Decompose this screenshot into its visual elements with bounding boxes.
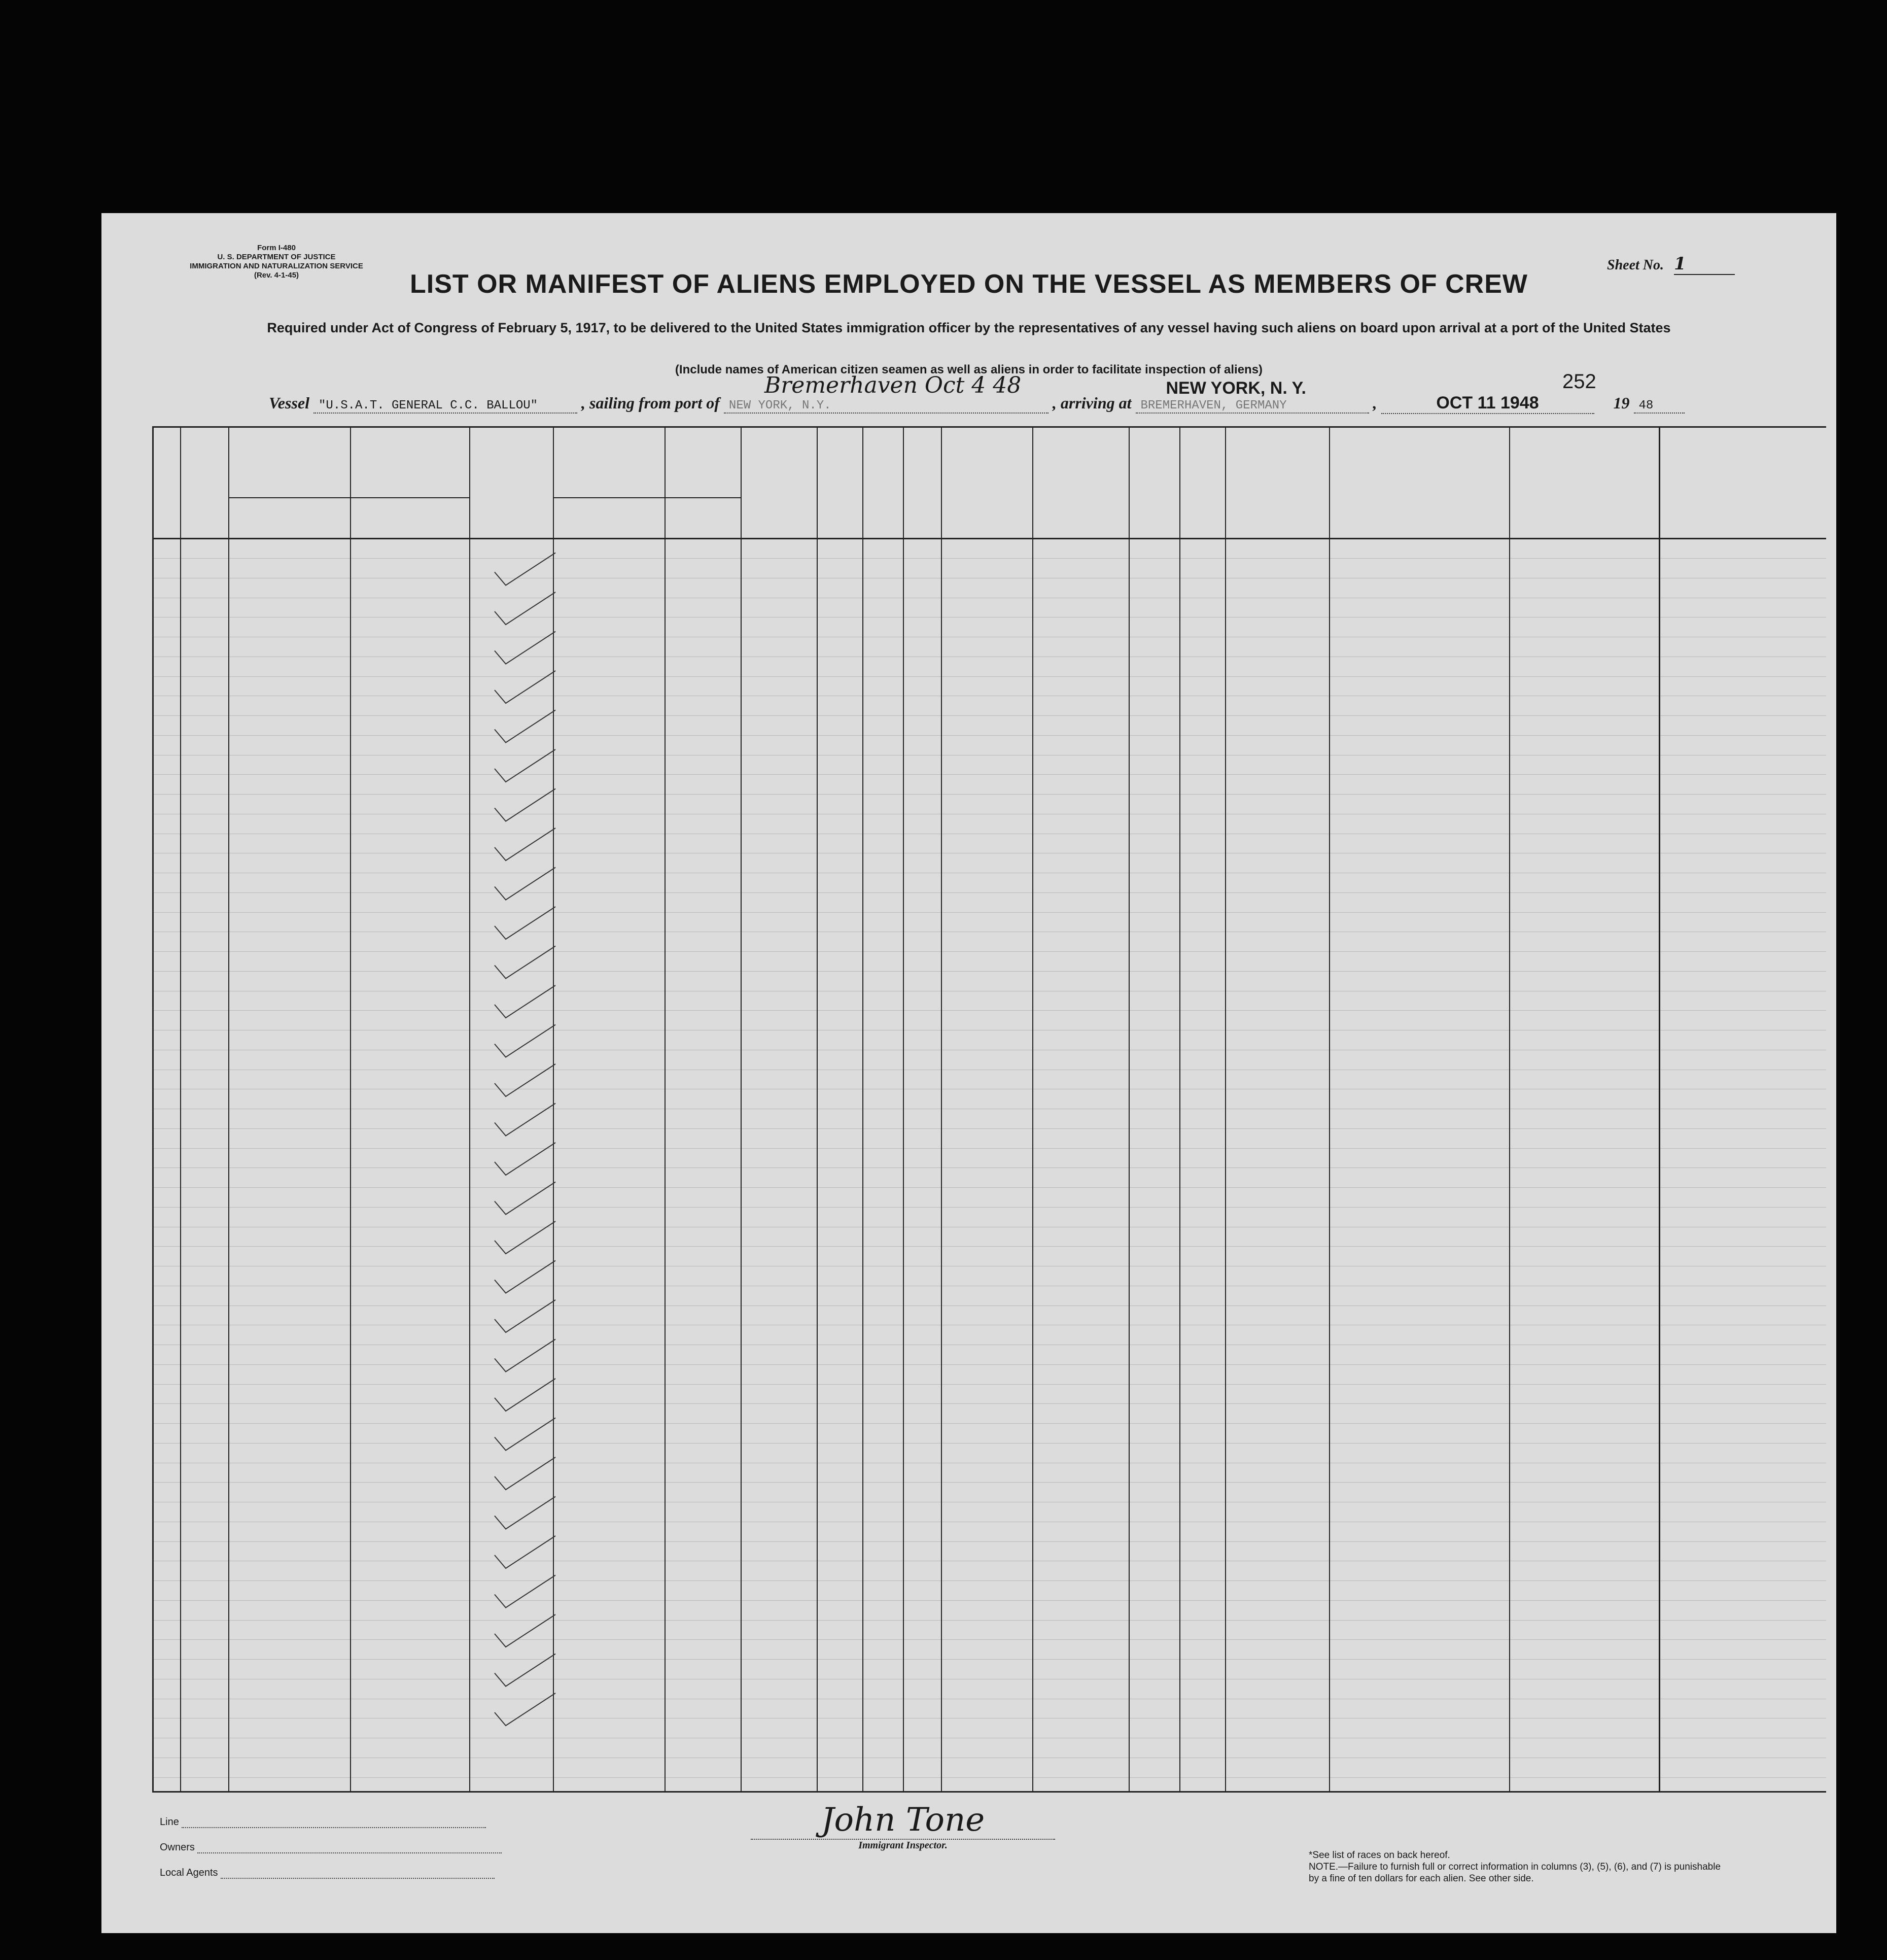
- check-mark: [495, 671, 555, 703]
- port-from-field: [724, 372, 1049, 414]
- check-mark: [495, 710, 555, 743]
- check-mark: [495, 1575, 555, 1608]
- owners-field: [160, 1842, 502, 1853]
- check-mark: [495, 828, 555, 861]
- owners-label: Owners: [160, 1842, 195, 1853]
- table-bottom-border: [152, 1791, 1826, 1793]
- check-mark: [495, 1221, 555, 1254]
- line-label: Line: [160, 1816, 179, 1828]
- check-mark: [495, 553, 555, 586]
- check-mark: [495, 1379, 555, 1411]
- footer-notes: [1309, 1849, 1725, 1884]
- year-value: 48: [1634, 399, 1685, 414]
- check-mark: [495, 1300, 555, 1332]
- agents-field: [160, 1867, 495, 1879]
- check-mark: [495, 1457, 555, 1490]
- manifest-sheet: [101, 213, 1836, 1933]
- check-mark: [495, 632, 555, 664]
- vessel-name: "U.S.A.T. GENERAL C.C. BALLOU": [313, 399, 577, 414]
- check-mark: [495, 1143, 555, 1175]
- page-title: LIST OR MANIFEST OF ALIENS EMPLOYED ON THE VESSEL AS MEMBERS OF CREW: [410, 269, 1528, 299]
- check-mark: [495, 1536, 555, 1568]
- check-mark: [495, 1654, 555, 1687]
- manuscript-number: 252: [1562, 370, 1596, 393]
- check-marks: [152, 426, 1826, 1791]
- form-number: Form I-480: [257, 244, 296, 252]
- department-name: U. S. DEPARTMENT OF JUSTICE: [217, 253, 336, 261]
- check-mark: [495, 592, 555, 625]
- port-to-typed: BREMERHAVEN, GERMANY: [1140, 399, 1287, 412]
- races-note: *See list of races on back hereof.: [1309, 1850, 1450, 1861]
- check-mark: [495, 1025, 555, 1057]
- sheet-number-label: Sheet No.: [1607, 257, 1664, 273]
- check-mark: [495, 1339, 555, 1372]
- arriving-label: , arriving at: [1052, 394, 1132, 412]
- port-to-field: [1136, 379, 1369, 414]
- vessel-label: Vessel: [269, 394, 309, 412]
- check-mark: [495, 1418, 555, 1451]
- check-mark: [495, 985, 555, 1018]
- check-mark: [495, 868, 555, 900]
- port-from-typed: NEW YORK, N.Y.: [728, 399, 831, 412]
- check-mark: [495, 907, 555, 939]
- penalty-note: NOTE.—Failure to furnish full or correct information in columns (3), (5), (6), and (7) is punishable by a fine of ten dollars for each alien. See other side.: [1309, 1862, 1721, 1884]
- date-field: [1381, 393, 1594, 414]
- check-mark: [495, 749, 555, 782]
- check-mark: [495, 789, 555, 821]
- service-name: IMMIGRATION AND NATURALIZATION SERVICE: [190, 262, 363, 270]
- sheet-number-value: 1: [1674, 254, 1735, 275]
- vessel-line: Vessel "U.S.A.T. GENERAL C.C. BALLOU" , sailing from port of NEW YORK, N.Y. Bremerhaven Oct 4 48 , arriving at BREMERHAVEN, GERMANY NEW YORK, N. Y. , OCT 11 1948 19 48: [269, 393, 1806, 414]
- check-mark: [495, 1064, 555, 1096]
- check-mark: [495, 1614, 555, 1647]
- inspector-signature: John Tone: [821, 1801, 985, 1839]
- check-mark: [495, 1182, 555, 1215]
- sailing-label: , sailing from port of: [581, 394, 720, 412]
- page-subtitle: Required under Act of Congress of February 5, 1917, to be delivered to the United States immigration officer by the representatives of any vessel having such aliens on board upon arrival at a port of the United States: [267, 320, 1671, 335]
- check-mark: [495, 946, 555, 979]
- crew-table: [152, 426, 1826, 1791]
- signature-block: [751, 1801, 1055, 1851]
- date-stamp: OCT 11 1948: [1436, 393, 1539, 412]
- line-field: [160, 1816, 486, 1828]
- check-mark: [495, 1497, 555, 1529]
- check-mark: [495, 1104, 555, 1136]
- revision-date: (Rev. 4-1-45): [254, 271, 299, 280]
- port-from-handwritten: Bremerhaven Oct 4 48: [764, 372, 1022, 398]
- check-mark: [495, 1693, 555, 1726]
- inspector-label: Immigrant Inspector.: [751, 1839, 1055, 1851]
- port-stamp: NEW YORK, N. Y.: [1166, 379, 1306, 398]
- page-subtitle-note: (Include names of American citizen seamen as well as aliens in order to facilitate inspection of aliens): [675, 363, 1263, 376]
- check-mark: [495, 1261, 555, 1293]
- year-label: 19: [1613, 394, 1630, 412]
- agents-label: Local Agents: [160, 1867, 218, 1878]
